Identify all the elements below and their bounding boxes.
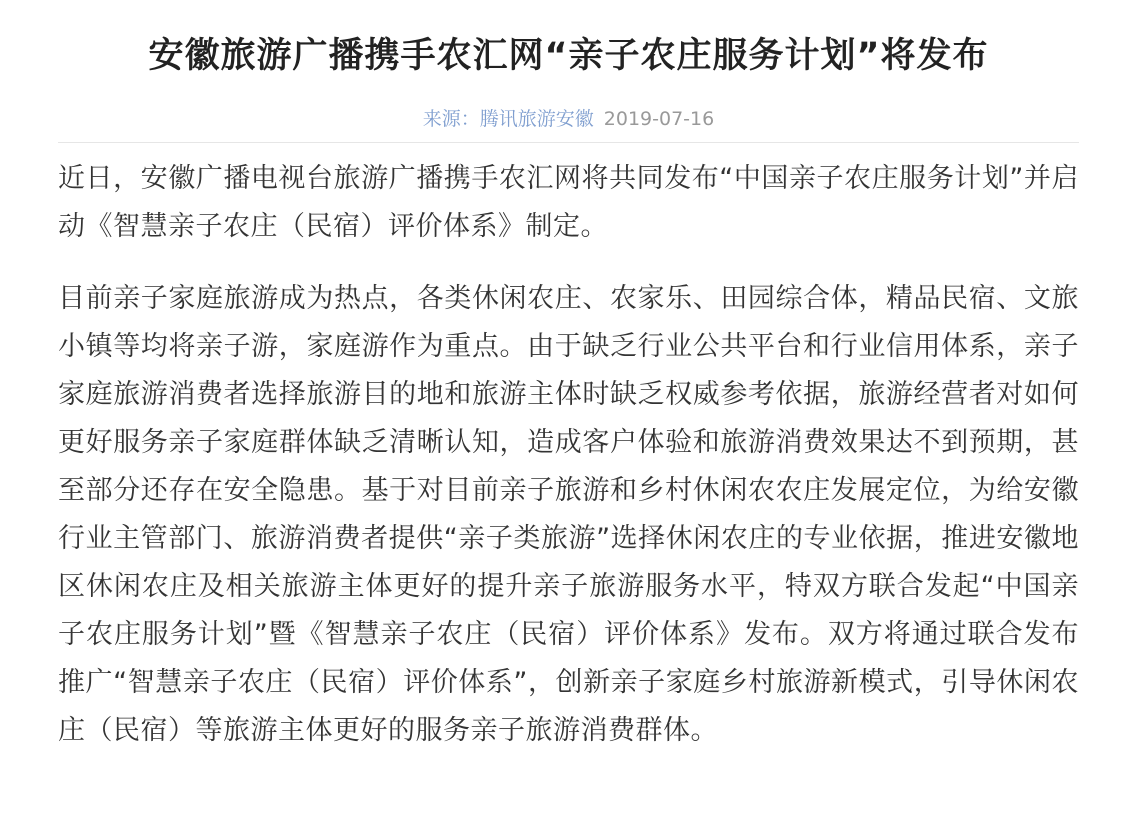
source-link[interactable]: 腾讯旅游安徽 [479,108,594,130]
article-body [58,155,1079,755]
article [58,0,1079,755]
article-title: 安徽旅游广播携手农汇网“亲子农庄服务计划”将发布 [148,36,989,76]
source-label: 来源： [422,108,480,130]
article-meta [58,102,1079,143]
body-paragraph: 目前亲子家庭旅游成为热点，各类休闲农庄、农家乐、田园综合体，精品民宿、文旅小镇等均将亲子游，家庭游作为重点。由于缺乏行业公共平台和行业信用体系，亲子家庭旅游消费者选择旅游目的地和旅游主体时缺乏权威参考依据，旅游经营者对如何更好服务亲子家庭群体缺乏清晰认知，造成客户体验和旅游消费效果达不到预期，甚至部分还存在安全隐患。基于对目前亲子旅游和乡村休闲农农庄发展定位，为给安徽行业主管部门、旅游消费者提供“亲子类旅游”选择休闲农庄的专业依据，推进安徽地区休闲农庄及相关旅游主体更好的提升亲子旅游服务水平，特双方联合发起“中国亲子农庄服务计划”暨《智慧亲子农庄（民宿）评价体系》发布。双方将通过联合发布推广“智慧亲子农庄（民宿）评价体系”，创新亲子家庭乡村旅游新模式，引导休闲农庄（民宿）等旅游主体更好的服务亲子旅游消费群体。 [58,283,1079,746]
body-paragraph: 近日，安徽广播电视台旅游广播携手农汇网将共同发布“中国亲子农庄服务计划”并启动《智慧亲子农庄（民宿）评价体系》制定。 [58,163,1079,242]
publish-date: 2019-07-16 [603,108,715,130]
